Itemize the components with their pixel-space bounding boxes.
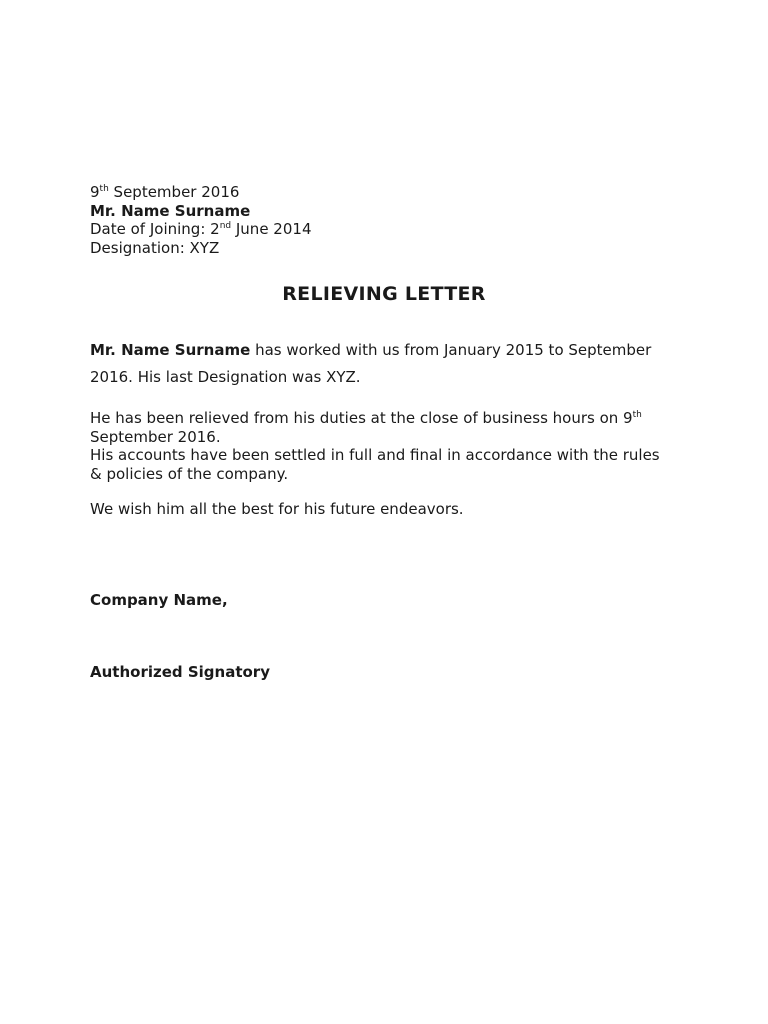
- designation: Designation: XYZ: [90, 238, 220, 257]
- relieved-text: He has been relieved from his duties at the close of business hours on 9: [90, 409, 633, 427]
- employee-name-text: Mr. Name Surname: [90, 201, 251, 220]
- paragraph-relieved: [90, 409, 680, 483]
- employee-name: [90, 202, 680, 221]
- joining-suffix: nd: [219, 221, 232, 231]
- date-rest: September 2016: [108, 183, 240, 201]
- paragraph-employment-line1: [90, 337, 680, 364]
- date-day-suffix: th: [99, 184, 109, 194]
- paragraph-employment-text: has worked with us from January 2015 to September: [250, 341, 652, 359]
- paragraph-employment-line2: 2016. His last Designation was XYZ.: [90, 368, 361, 386]
- paragraph-relieved-line2: September 2016.: [90, 427, 221, 446]
- paragraph-employee-name: Mr. Name Surname: [90, 341, 251, 359]
- paragraph-accounts-line1: His accounts have been settled in full and final in accordance with the rules: [90, 446, 660, 464]
- letter-date: [90, 183, 680, 202]
- letter-title: RELIEVING LETTER: [282, 283, 486, 305]
- paragraph-accounts-line2: & policies of the company.: [90, 464, 289, 483]
- date-day: 9: [90, 183, 100, 201]
- joining-date: [90, 220, 680, 239]
- paragraph-employment: [90, 337, 680, 391]
- joining-rest: June 2014: [231, 220, 312, 238]
- letter-header: [90, 183, 680, 257]
- joining-label: Date of Joining: 2: [90, 220, 220, 238]
- authorized-signatory: Authorized Signatory: [90, 663, 270, 681]
- company-name: Company Name,: [90, 591, 228, 609]
- relieved-day-suffix: th: [632, 410, 642, 420]
- paragraph-wishes: We wish him all the best for his future endeavors.: [90, 500, 464, 518]
- paragraph-relieved-line1: [90, 409, 680, 428]
